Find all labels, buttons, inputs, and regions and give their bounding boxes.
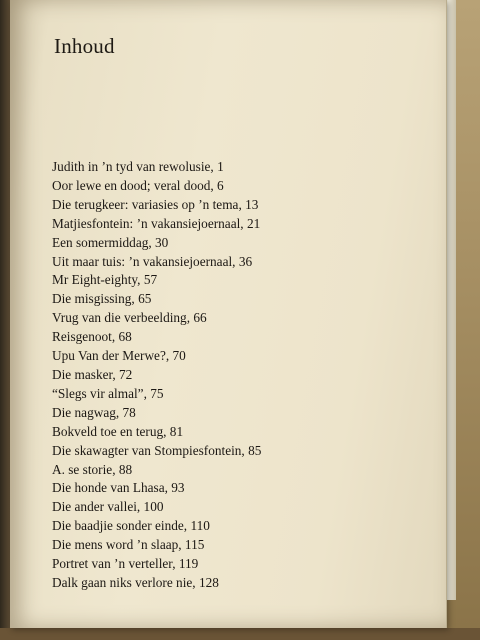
page-gutter-shadow — [0, 0, 10, 640]
toc-entry: Een somermiddag, 30 — [52, 234, 169, 250]
toc-entry: Die ander vallei, 100 — [52, 499, 164, 515]
toc-entry: Die honde van Lhasa, 93 — [52, 480, 185, 496]
toc-entry: Matjiesfontein: ’n vakansiejoernaal, 21 — [52, 215, 261, 231]
toc-entry: Upu Van der Merwe?, 70 — [52, 348, 186, 364]
toc-entry: Bokveld toe en terug, 81 — [52, 423, 184, 439]
toc-entry: Portret van ’n verteller, 119 — [52, 556, 199, 572]
table-of-contents — [52, 158, 261, 593]
page-heading: Inhoud — [54, 34, 115, 58]
toc-entry: Die misgissing, 65 — [52, 291, 152, 307]
toc-entry: Die nagwag, 78 — [52, 404, 136, 420]
toc-entry: Dalk gaan niks verlore nie, 128 — [52, 574, 219, 590]
toc-entry: Vrug van die verbeelding, 66 — [52, 310, 207, 326]
toc-entry: Die mens word ’n slaap, 115 — [52, 537, 205, 553]
book-page — [10, 0, 447, 628]
toc-entry: Uit maar tuis: ’n vakansiejoernaal, 36 — [52, 253, 253, 269]
toc-entry: Reisgenoot, 68 — [52, 329, 132, 345]
toc-entry: Mr Eight-eighty, 57 — [52, 272, 158, 288]
toc-entry: Die terugkeer: variasies op ’n tema, 13 — [52, 196, 259, 212]
toc-entry: “Slegs vir almal”, 75 — [52, 385, 164, 401]
toc-entry: Judith in ’n tyd van rewolusie, 1 — [52, 159, 224, 174]
table-surface — [0, 628, 480, 640]
toc-entry: Oor lewe en dood; veral dood, 6 — [52, 177, 224, 193]
toc-entry: Die masker, 72 — [52, 366, 133, 382]
toc-entry: A. se storie, 88 — [52, 461, 133, 477]
toc-entry: Die baadjie sonder einde, 110 — [52, 518, 210, 534]
toc-entry: Die skawagter van Stompiesfontein, 85 — [52, 442, 262, 458]
